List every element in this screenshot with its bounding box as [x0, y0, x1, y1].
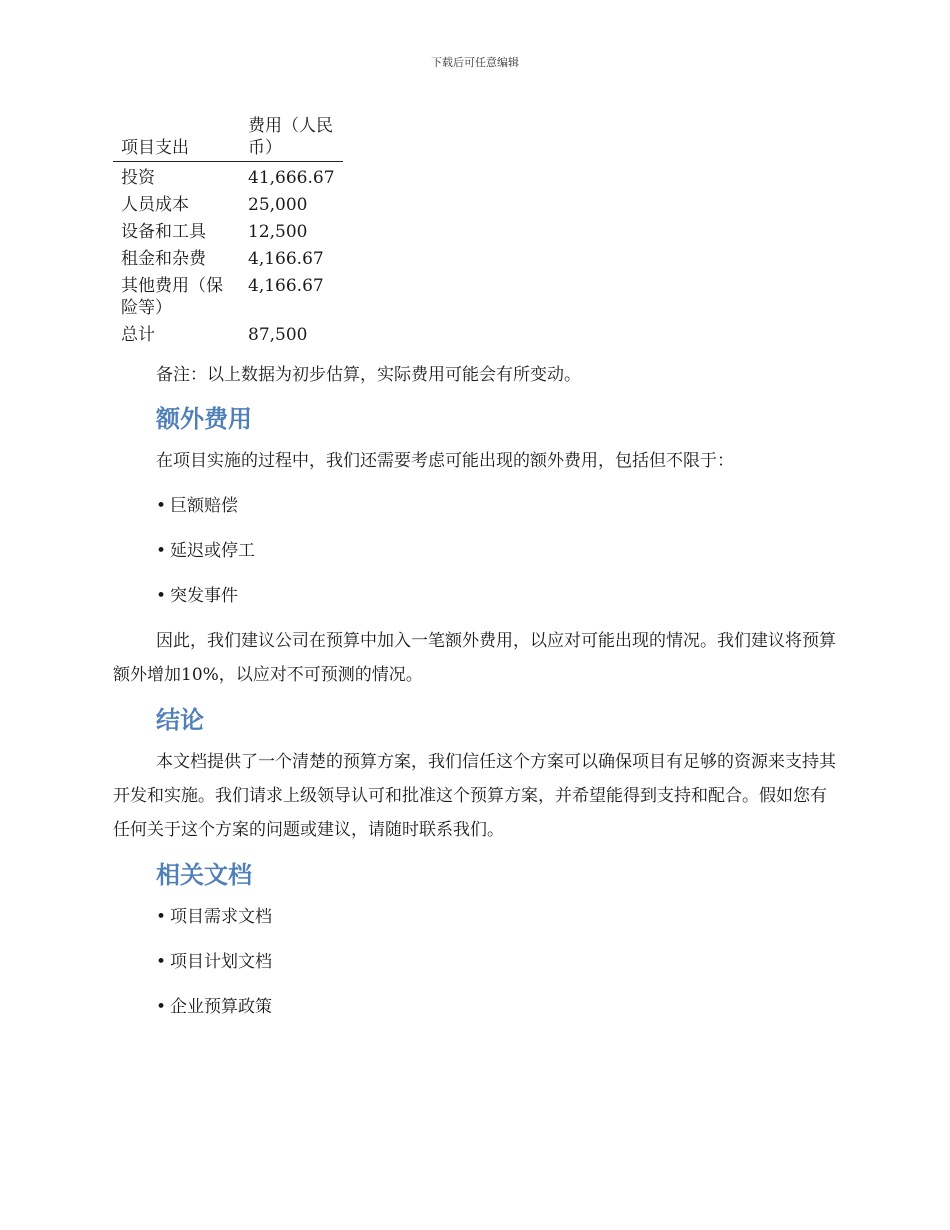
- list-item: [156, 534, 843, 568]
- list-item-text: 项目需求文档: [170, 907, 273, 927]
- heading-extra-costs: 额外费用: [156, 405, 252, 433]
- row-cost: 41,666.67: [248, 168, 335, 188]
- list-item-text: 延迟或停工: [170, 541, 256, 561]
- list-item: [156, 579, 843, 613]
- row-item: 投资: [121, 168, 155, 188]
- heading-related-docs: 相关文档: [156, 861, 252, 889]
- table-row-total: [113, 322, 343, 349]
- page-header: 下载后可任意编辑: [431, 56, 519, 69]
- list-item: [156, 900, 843, 934]
- table-header-row: [113, 115, 343, 162]
- heading-conclusion: 结论: [156, 706, 204, 734]
- row-item: 人员成本: [121, 195, 189, 215]
- list-item-text: 项目计划文档: [170, 952, 273, 972]
- row-cost: 4,166.67: [248, 249, 324, 269]
- row-item: 其他费用（保险等）: [121, 276, 223, 318]
- bullet-icon: •: [156, 907, 167, 927]
- table-row: [113, 192, 343, 219]
- budget-table: [113, 115, 343, 349]
- row-cost: 12,500: [248, 222, 308, 242]
- row-item: 设备和工具: [121, 222, 206, 242]
- conclusion-text: 本文档提供了一个清楚的预算方案，我们信任这个方案可以确保项目有足够的资源来支持其开发和实施。我们请求上级领导认可和批准这个预算方案，并希望能得到支持和配合。假如您有任何关于这个方案的问题或建议，请随时联系我们。: [113, 752, 836, 840]
- budget-note: 备注：以上数据为初步估算，实际费用可能会有所变动。: [156, 365, 581, 385]
- list-item: [156, 489, 843, 523]
- bullet-icon: •: [156, 586, 167, 606]
- table-row: [113, 273, 343, 322]
- row-cost: 4,166.67: [248, 276, 324, 296]
- table-row: [113, 219, 343, 246]
- document-body: [113, 358, 843, 1035]
- extra-costs-intro: 在项目实施的过程中，我们还需要考虑可能出现的额外费用，包括但不限于：: [156, 451, 734, 471]
- list-item-text: 巨额赔偿: [170, 496, 239, 516]
- list-item-text: 突发事件: [170, 586, 239, 606]
- list-item: [156, 990, 843, 1024]
- row-item: 租金和杂费: [121, 249, 206, 269]
- row-cost: 87,500: [248, 325, 308, 345]
- row-cost: 25,000: [248, 195, 308, 215]
- bullet-icon: •: [156, 952, 167, 972]
- row-item: 总计: [121, 325, 155, 345]
- table-row: [113, 162, 343, 193]
- list-item-text: 企业预算政策: [170, 997, 273, 1017]
- table-row: [113, 246, 343, 273]
- column-header-item: 项目支出: [113, 115, 240, 162]
- list-item: [156, 945, 843, 979]
- bullet-icon: •: [156, 541, 167, 561]
- column-header-cost: 费用（人民币）: [240, 115, 343, 162]
- bullet-icon: •: [156, 997, 167, 1017]
- bullet-icon: •: [156, 496, 167, 516]
- extra-costs-conclusion: 因此，我们建议公司在预算中加入一笔额外费用，以应对可能出现的情况。我们建议将预算额外增加10%，以应对不可预测的情况。: [113, 631, 836, 685]
